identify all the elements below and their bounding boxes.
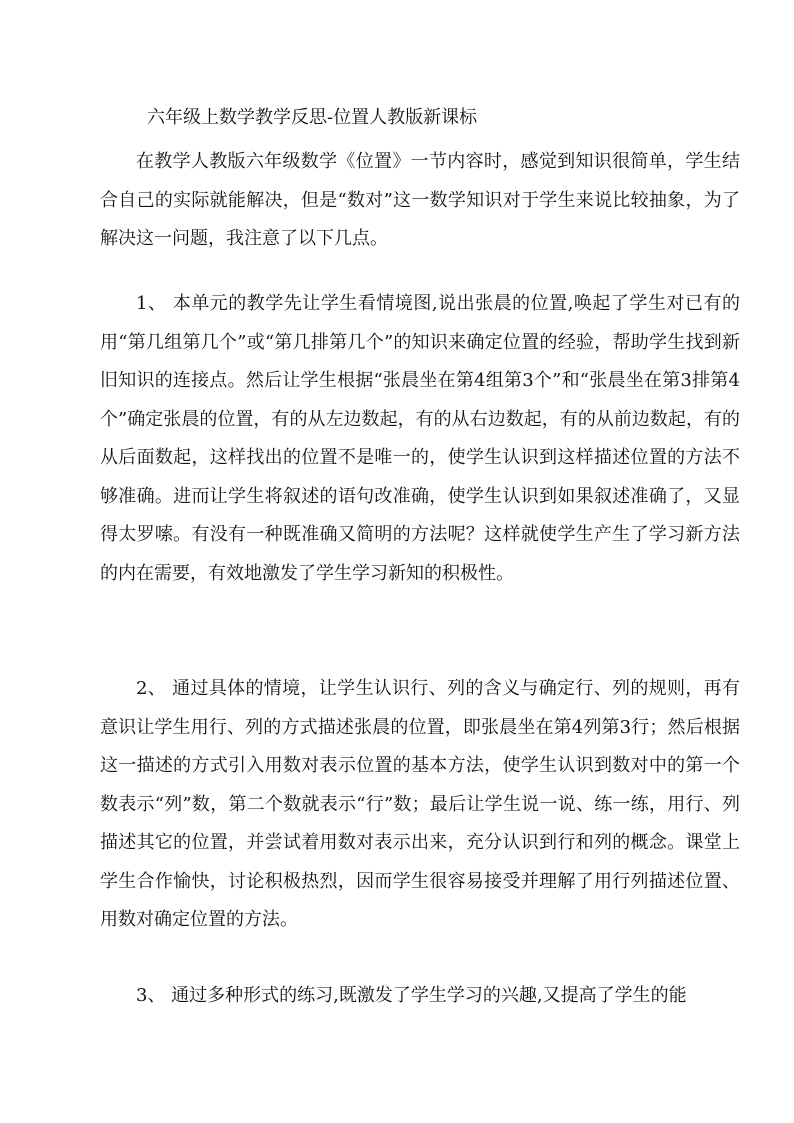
document-title: 六年级上数学教学反思-位置人教版新课标 (147, 107, 478, 128)
point-1-paragraph: 1、 本单元的教学先让学生看情境图,说出张晨的位置,唤起了学生对已有的用“第几组第几个”或“第几排第几个”的知识来确定位置的经验，帮助学生找到新旧知识的连接点。然后让学生根据“张晨坐在第4组第3个”和“张晨坐在第3排第4个”确定张晨的位置，有的从左边数起，有的从右边数起，有的从前边数起，有的从后面数起，这样找出的位置不是唯一的，使学生认识到这样描述位置的方法不够准确。进而让学生将叙述的语句改准确，使学生认识到如果叙述准确了，又显得太罗嗦。有没有一种既准确又简明的方法呢？这样就使学生产生了学习新方法的内在需要，有效地激发了学生学习新知的积极性。 (100, 293, 740, 584)
point-2-paragraph: 2、 通过具体的情境，让学生认识行、列的含义与确定行、列的规则，再有意识让学生用行、列的方式描述张晨的位置，即张晨坐在第4列第3行；然后根据这一描述的方式引入用数对表示位置的基本方法，使学生认识到数对中的第一个数表示“列”数，第二个数就表示“行”数；最后让学生说一说、练一练，用行、列描述其它的位置，并尝试着用数对表示出来，充分认识到行和列的概念。课堂上学生合作愉快，讨论积极热烈，因而学生很容易接受并理解了用行列描述位置、用数对确定位置的方法。 (100, 678, 740, 930)
intro-paragraph: 在教学人教版六年级数学《位置》一节内容时，感觉到知识很简单，学生结合自己的实际就能解决，但是“数对”这一数学知识对于学生来说比较抽象，为了解决这一问题，我注意了以下几点。 (100, 151, 740, 249)
point-3-paragraph: 3、 通过多种形式的练习,既激发了学生学习的兴趣,又提高了学生的能 (136, 985, 687, 1006)
